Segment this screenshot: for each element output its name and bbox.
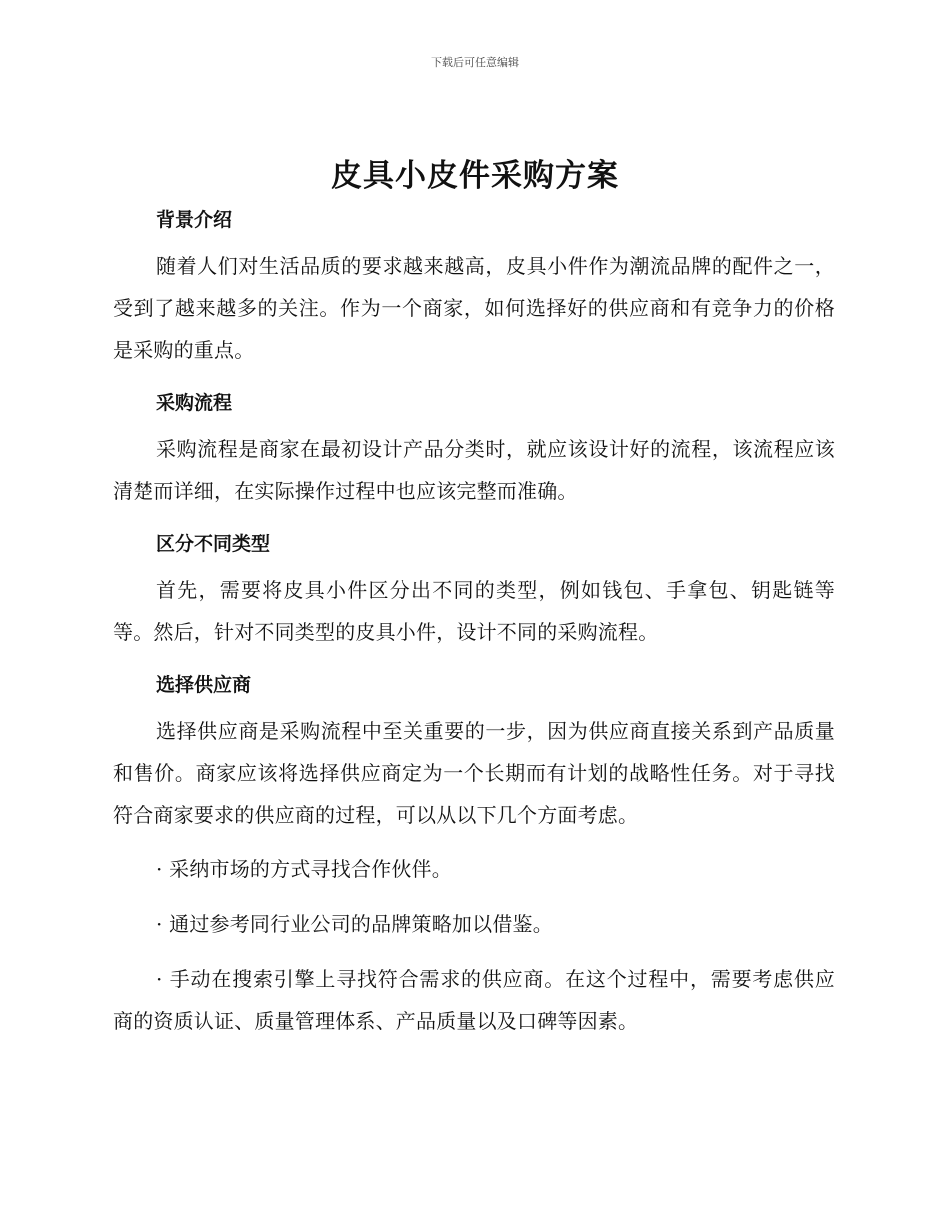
section-heading: 区分不同类型 <box>156 533 271 555</box>
section-background <box>113 200 835 371</box>
bullet-item: · 通过参考同行业公司的品牌策略加以借鉴。 <box>156 912 553 936</box>
section-paragraph: 首先，需要将皮具小件区分出不同的类型，例如钱包、手拿包、钥匙链等等。然后，针对不同类型的皮具小件，设计不同的采购流程。 <box>113 578 835 644</box>
section-heading: 采购流程 <box>156 392 233 414</box>
section-heading: 选择供应商 <box>156 674 252 696</box>
section-heading: 背景介绍 <box>156 209 233 231</box>
bullet-item: · 采纳市场的方式寻找合作伙伴。 <box>156 857 452 881</box>
section-paragraph: 选择供应商是采购流程中至关重要的一步，因为供应商直接关系到产品质量和售价。商家应该将选择供应商定为一个长期而有计划的战略性任务。对于寻找符合商家要求的供应商的过程，可以从以下几个方面考虑。 <box>113 719 835 827</box>
document-body <box>113 200 835 1055</box>
section-distinguish-types <box>113 524 835 653</box>
section-paragraph: 随着人们对生活品质的要求越来越高，皮具小件作为潮流品牌的配件之一，受到了越来越多的关注。作为一个商家，如何选择好的供应商和有竞争力的价格是采购的重点。 <box>113 254 835 362</box>
section-paragraph: 采购流程是商家在最初设计产品分类时，就应该设计好的流程，该流程应该清楚而详细，在实际操作过程中也应该完整而准确。 <box>113 437 835 503</box>
section-procurement-process <box>113 383 835 512</box>
bullet-item: · 手动在搜索引擎上寻找符合需求的供应商。在这个过程中，需要考虑供应商的资质认证、质量管理体系、产品质量以及口碑等因素。 <box>113 967 835 1033</box>
header-note: 下载后可任意编辑 <box>431 56 519 69</box>
section-select-supplier <box>113 665 835 1042</box>
document-title: 皮具小皮件采购方案 <box>331 158 619 194</box>
